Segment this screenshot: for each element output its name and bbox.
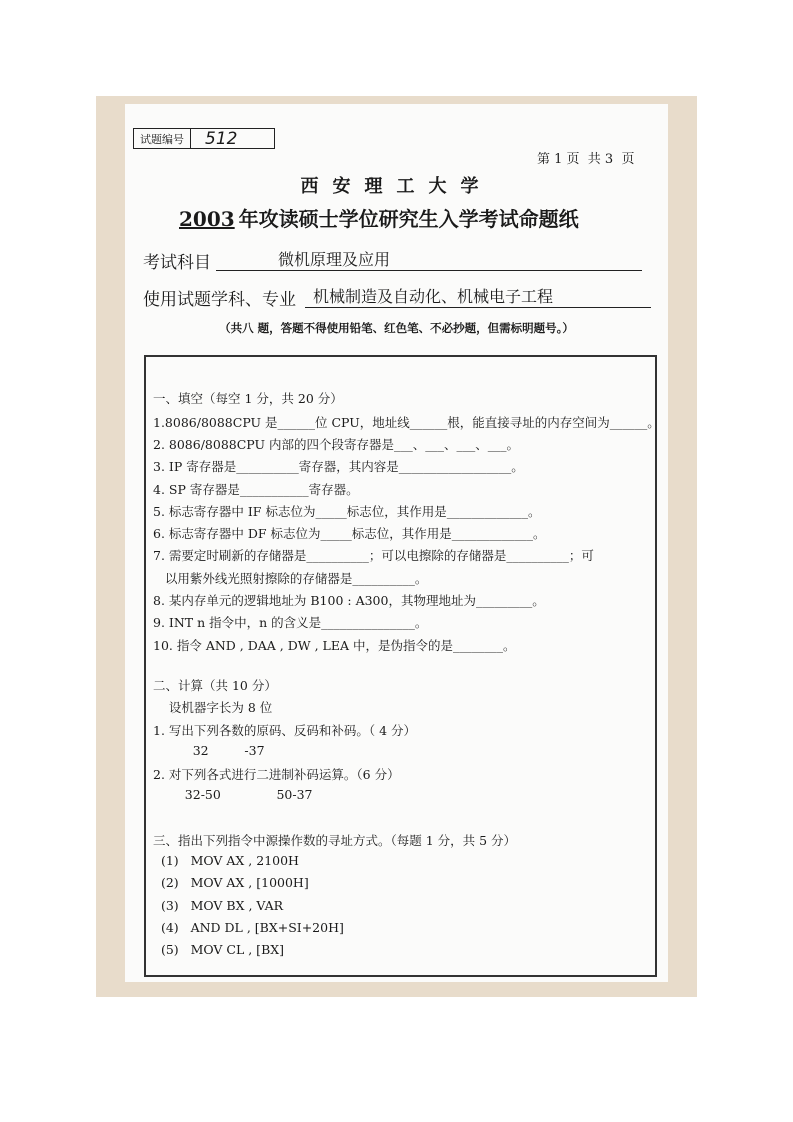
exam-year: 2003 [179, 207, 235, 231]
section1-heading: 一、填空（每空 1 分，共 20 分） [153, 391, 343, 406]
page-info: 第 1 页 共 3 页 [537, 152, 635, 167]
question-item: (1) MOV AX , 2100H [153, 853, 299, 868]
question-item: 32-50 50-37 [153, 787, 313, 802]
major-label: 使用试题学科、专业 [143, 290, 296, 310]
exam-title [175, 203, 579, 232]
question-item: 6. 标志寄存器中 DF 标志位为_____标志位，其作用是_____________。 [153, 526, 546, 541]
university-name: 西安理工大学 [300, 176, 493, 197]
question-item: (3) MOV BX , VAR [153, 898, 284, 913]
question-item: 3. IP 寄存器是__________寄存器，其内容是__________________。 [153, 459, 524, 474]
exam-note: （共八 题，答题不得使用铅笔、红色笔、不必抄题，但需标明题号。） [219, 321, 574, 335]
exam-title-text: 年攻读硕士学位研究生入学考试命题纸 [238, 207, 579, 231]
question-id-label: 试题编号 [134, 129, 191, 148]
question-id-box [133, 128, 275, 149]
section2-heading: 二、计算（共 10 分） [153, 678, 277, 693]
question-item: (2) MOV AX , [1000H] [153, 875, 309, 890]
question-item: 1.8086/8088CPU 是______位 CPU，地址线______根，能直接寻址的内存空间为______。 [153, 415, 660, 430]
question-item: 9. INT n 指令中，n 的含义是_______________。 [153, 615, 428, 630]
question-item: (4) AND DL , [BX+SI+20H] [153, 920, 344, 935]
question-item: 4. SP 寄存器是___________寄存器。 [153, 482, 359, 497]
subject-label: 考试科目 [143, 253, 211, 273]
question-item: 2. 对下列各式进行二进制补码运算。（6 分） [153, 767, 400, 782]
question-item: 8. 某内存单元的逻辑地址为 B100 : A300，其物理地址为_________。 [153, 593, 545, 608]
subject-value: 微机原理及应用 [216, 247, 642, 271]
question-item: (5) MOV CL , [BX] [153, 942, 285, 957]
question-item: 7. 需要定时刷新的存储器是__________；可以电擦除的存储器是__________；可 [153, 548, 594, 563]
question-id-value: 512 [205, 128, 238, 149]
question-item: 2. 8086/8088CPU 内部的四个段寄存器是___、___、___、___。 [153, 437, 519, 452]
section3-heading: 三、指出下列指令中源操作数的寻址方式。（每题 1 分，共 5 分） [153, 833, 517, 848]
question-item: 设机器字长为 8 位 [153, 700, 273, 715]
question-item: 1. 写出下列各数的原码、反码和补码。（ 4 分） [153, 723, 417, 738]
question-item: 10. 指令 AND , DAA , DW , LEA 中，是伪指令的是________。 [153, 638, 516, 653]
major-value: 机械制造及自动化、机械电子工程 [305, 284, 651, 308]
question-item: 5. 标志寄存器中 IF 标志位为_____标志位，其作用是_____________。 [153, 504, 541, 519]
question-item: 以用紫外线光照射擦除的存储器是__________。 [153, 571, 428, 586]
question-item: 32 -37 [153, 743, 265, 758]
